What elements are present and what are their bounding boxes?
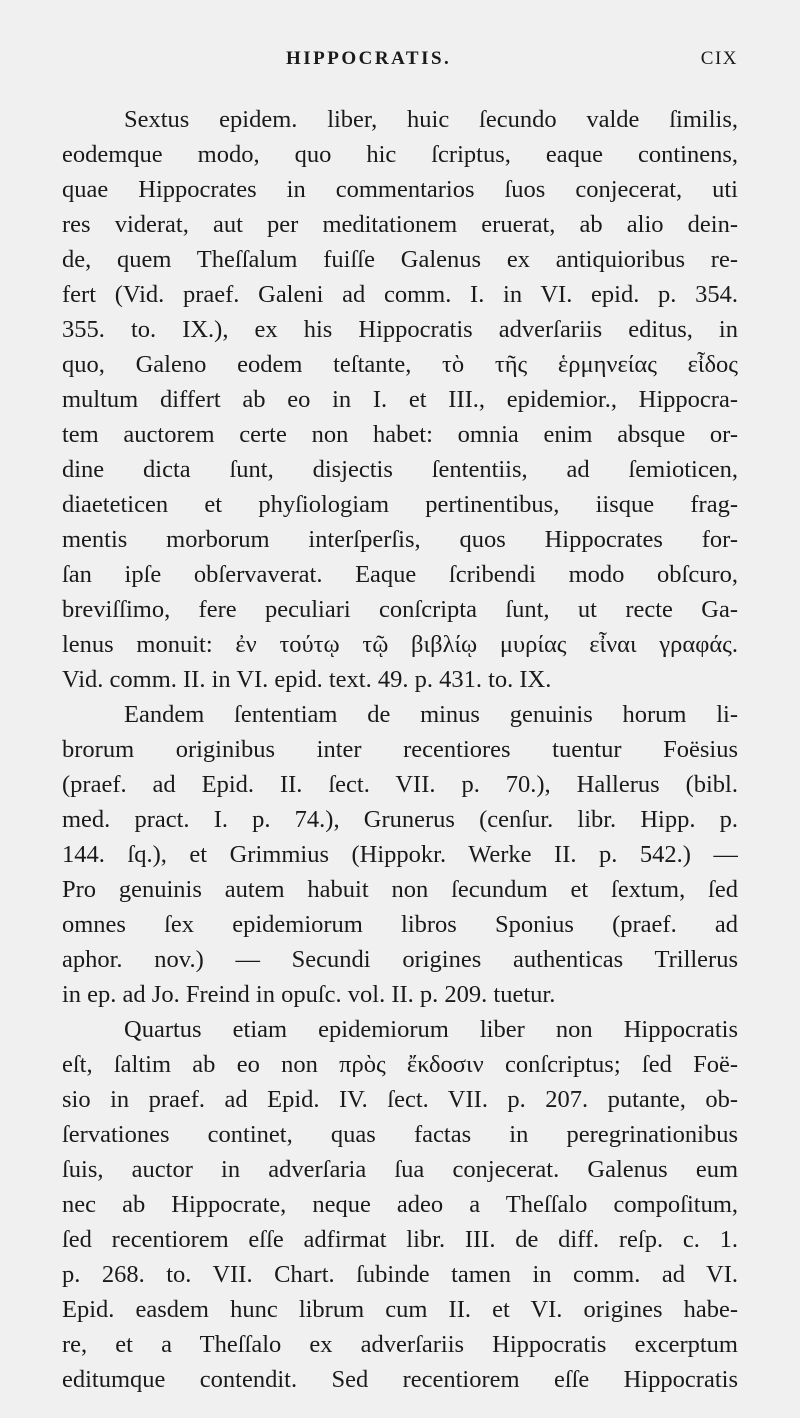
text-line: quo, Galeno eodem teſtante, τὸ τῆς ἑρμηνείας εἶδος bbox=[62, 351, 738, 378]
running-title: HIPPOCRATIS. bbox=[286, 48, 452, 69]
text-line: aphor. nov.) — Secundi origines authenticas Trillerus bbox=[62, 946, 738, 973]
text-line: fert (Vid. praef. Galeni ad comm. I. in VI. epid. p. 354. bbox=[62, 281, 738, 308]
text-line: Eandem ſententiam de minus genuinis horum li- bbox=[124, 701, 738, 728]
text-line: Quartus etiam epidemiorum liber non Hippocratis bbox=[124, 1016, 738, 1043]
text-line: res viderat, aut per meditationem eruerat, ab alio dein- bbox=[62, 211, 738, 238]
page-number: CIX bbox=[700, 48, 738, 69]
body-text bbox=[62, 102, 738, 1397]
text-line: nec ab Hippocrate, neque adeo a Theſſalo compoſitum, bbox=[62, 1191, 738, 1218]
text-line: sio in praef. ad Epid. IV. ſect. VII. p. 207. putante, ob- bbox=[62, 1086, 738, 1113]
text-line: ſed recentiorem eſſe adfirmat libr. III. de diff. reſp. c. 1. bbox=[62, 1226, 738, 1253]
text-line: Pro genuinis autem habuit non ſecundum et ſextum, ſed bbox=[62, 876, 738, 903]
text-line: Epid. easdem hunc librum cum II. et VI. origines habe- bbox=[62, 1296, 738, 1323]
text-line: med. pract. I. p. 74.), Grunerus (cenſur. libr. Hipp. p. bbox=[62, 806, 738, 833]
text-line: brorum originibus inter recentiores tuentur Foësius bbox=[62, 736, 738, 763]
running-header bbox=[62, 48, 738, 76]
text-line: mentis morborum interſperſis, quos Hippocrates for- bbox=[62, 526, 738, 553]
text-line: (praef. ad Epid. II. ſect. VII. p. 70.), Hallerus (bibl. bbox=[62, 771, 738, 798]
text-line: tem auctorem certe non habet: omnia enim absque or- bbox=[62, 421, 738, 448]
text-line: eſt, ſaltim ab eo non πρὸς ἔκδοσιν conſcriptus; ſed Foë- bbox=[62, 1051, 738, 1078]
text-line: de, quem Theſſalum fuiſſe Galenus ex antiquioribus re- bbox=[62, 246, 738, 273]
text-line: ſan ipſe obſervaverat. Eaque ſcribendi modo obſcuro, bbox=[62, 561, 738, 588]
text-line: 355. to. IX.), ex his Hippocratis adverſariis editus, in bbox=[62, 316, 738, 343]
text-line: p. 268. to. VII. Chart. ſubinde tamen in comm. ad VI. bbox=[62, 1261, 738, 1288]
text-line: omnes ſex epidemiorum libros Sponius (praef. ad bbox=[62, 911, 738, 938]
text-line: breviſſimo, fere peculiari conſcripta ſunt, ut recte Ga- bbox=[62, 596, 738, 623]
text-line: Sextus epidem. liber, huic ſecundo valde ſimilis, bbox=[124, 106, 738, 133]
text-line: quae Hippocrates in commentarios ſuos conjecerat, uti bbox=[62, 176, 738, 203]
text-line: in ep. ad Jo. Freind in opuſc. vol. II. p. 209. tuetur. bbox=[62, 981, 556, 1008]
text-line: ſuis, auctor in adverſaria ſua conjecerat. Galenus eum bbox=[62, 1156, 738, 1183]
text-line: ſervationes continet, quas factas in peregrinationibus bbox=[62, 1121, 738, 1148]
text-line: re, et a Theſſalo ex adverſariis Hippocratis excerptum bbox=[62, 1331, 738, 1358]
text-line: multum differt ab eo in I. et III., epidemior., Hippocra- bbox=[62, 386, 738, 413]
text-line: editumque contendit. Sed recentiorem eſſe Hippocratis bbox=[62, 1366, 738, 1393]
text-line: eodemque modo, quo hic ſcriptus, eaque continens, bbox=[62, 141, 738, 168]
text-line: dine dicta ſunt, disjectis ſententiis, ad ſemioticen, bbox=[62, 456, 738, 483]
text-line: lenus monuit: ἐν τούτῳ τῷ βιβλίῳ μυρίας εἶναι γραφάς. bbox=[62, 631, 738, 658]
text-line: 144. ſq.), et Grimmius (Hippokr. Werke II. p. 542.) — bbox=[62, 841, 738, 868]
text-line: Vid. comm. II. in VI. epid. text. 49. p. 431. to. IX. bbox=[62, 666, 552, 693]
text-line: diaeteticen et phyſiologiam pertinentibus, iisque frag- bbox=[62, 491, 738, 518]
